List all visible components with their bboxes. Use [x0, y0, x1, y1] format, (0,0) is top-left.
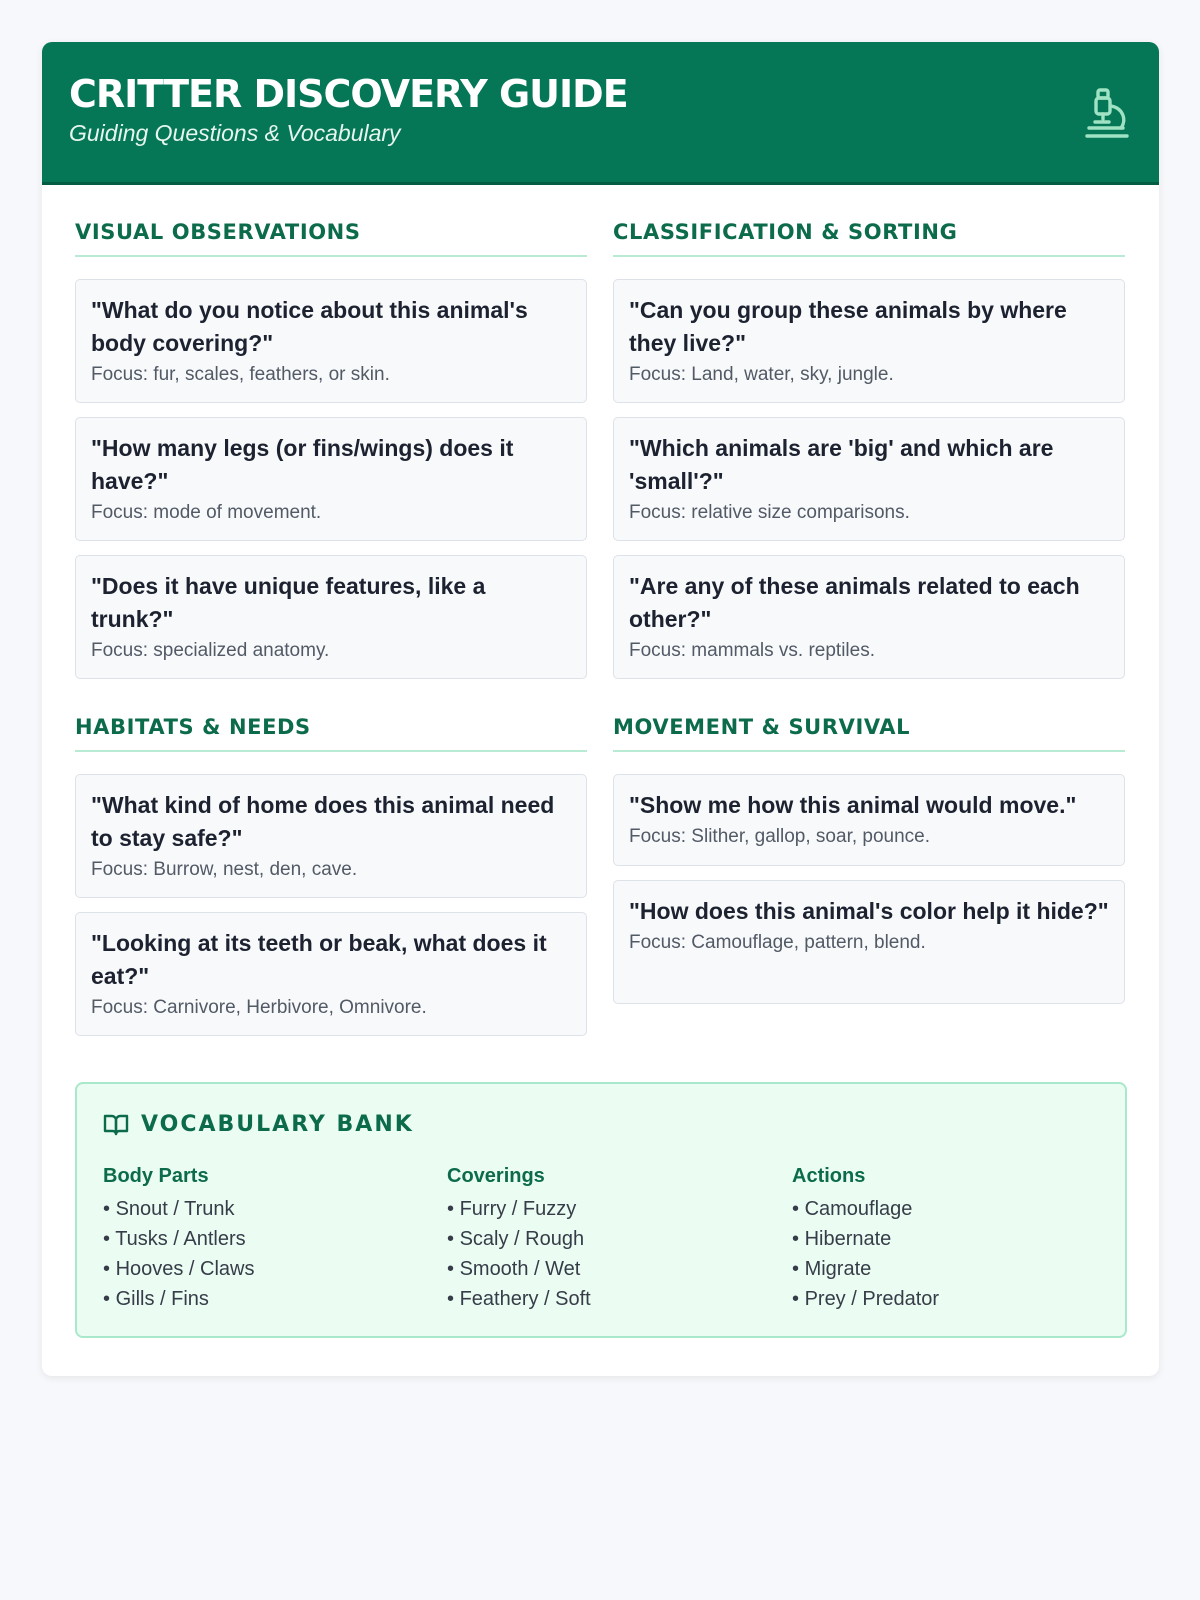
- question-text: "What kind of home does this animal need to stay safe?": [91, 792, 555, 851]
- focus-text: Focus: fur, scales, feathers, or skin.: [91, 364, 390, 385]
- section-title: MOVEMENT & SURVIVAL: [613, 715, 1125, 752]
- question-text: "Are any of these animals related to each other?": [629, 573, 1080, 632]
- page-title: CRITTER DISCOVERY GUIDE: [69, 72, 628, 116]
- question-text: "How many legs (or fins/wings) does it have?": [91, 435, 514, 494]
- question-card: [75, 279, 587, 403]
- vocab-column-coverings: [447, 1162, 591, 1314]
- vocabulary-bank: [75, 1082, 1127, 1338]
- question-card: [75, 555, 587, 679]
- question-text: "Show me how this animal would move.": [629, 792, 1077, 818]
- vocab-item: • Gills / Fins: [103, 1284, 255, 1314]
- focus-text: Focus: Burrow, nest, den, cave.: [91, 859, 358, 880]
- question-card: [613, 555, 1125, 679]
- focus-text: Focus: Camouflage, pattern, blend.: [629, 932, 926, 953]
- vocab-column-actions: [792, 1162, 939, 1314]
- focus-text: Focus: specialized anatomy.: [91, 640, 330, 661]
- page-subtitle: Guiding Questions & Vocabulary: [69, 120, 401, 146]
- focus-text: Focus: Carnivore, Herbivore, Omnivore.: [91, 997, 427, 1018]
- vocabulary-title-text: VOCABULARY BANK: [141, 1112, 414, 1137]
- vocab-column-heading: Body Parts: [103, 1165, 209, 1187]
- vocabulary-title: [103, 1112, 414, 1137]
- section-title: VISUAL OBSERVATIONS: [75, 220, 587, 257]
- vocab-item: • Snout / Trunk: [103, 1194, 255, 1224]
- question-card: [613, 880, 1125, 1004]
- vocab-column-heading: Coverings: [447, 1165, 545, 1187]
- section-classification-sorting: [613, 220, 1125, 679]
- section-visual-observations: [75, 220, 587, 679]
- question-card: [613, 417, 1125, 541]
- question-card: [613, 774, 1125, 866]
- focus-text: Focus: mode of movement.: [91, 502, 322, 523]
- guide-card: [42, 42, 1159, 1376]
- focus-text: Focus: Slither, gallop, soar, pounce.: [629, 826, 931, 847]
- question-text: "Which animals are 'big' and which are 'small'?": [629, 435, 1054, 494]
- question-card: [75, 417, 587, 541]
- focus-text: Focus: Land, water, sky, jungle.: [629, 364, 894, 385]
- vocab-item: • Scaly / Rough: [447, 1224, 591, 1254]
- section-title: HABITATS & NEEDS: [75, 715, 587, 752]
- vocab-item: • Smooth / Wet: [447, 1254, 591, 1284]
- question-text: "How does this animal's color help it hide?": [629, 898, 1109, 924]
- section-title: CLASSIFICATION & SORTING: [613, 220, 1125, 257]
- vocab-column-heading: Actions: [792, 1165, 866, 1187]
- section-movement-survival: [613, 715, 1125, 1004]
- vocab-item: • Hooves / Claws: [103, 1254, 255, 1284]
- vocab-column-body-parts: [103, 1162, 255, 1314]
- open-book-icon: [103, 1113, 129, 1137]
- vocab-item: • Prey / Predator: [792, 1284, 939, 1314]
- vocab-item: • Tusks / Antlers: [103, 1224, 255, 1254]
- vocab-item: • Camouflage: [792, 1194, 939, 1224]
- guide-header: [42, 42, 1159, 185]
- vocab-item: • Feathery / Soft: [447, 1284, 591, 1314]
- vocab-item: • Migrate: [792, 1254, 939, 1284]
- question-text: "Does it have unique features, like a trunk?": [91, 573, 486, 632]
- question-text: "Looking at its teeth or beak, what does it eat?": [91, 930, 547, 989]
- section-habitats-needs: [75, 715, 587, 1036]
- question-card: [75, 912, 587, 1036]
- vocab-item: • Hibernate: [792, 1224, 939, 1254]
- question-text: "Can you group these animals by where they live?": [629, 297, 1067, 356]
- question-card: [613, 279, 1125, 403]
- focus-text: Focus: mammals vs. reptiles.: [629, 640, 875, 661]
- focus-text: Focus: relative size comparisons.: [629, 502, 910, 523]
- question-text: "What do you notice about this animal's body covering?": [91, 297, 528, 356]
- vocab-item: • Furry / Fuzzy: [447, 1194, 591, 1224]
- microscope-icon: [1083, 86, 1131, 140]
- question-card: [75, 774, 587, 898]
